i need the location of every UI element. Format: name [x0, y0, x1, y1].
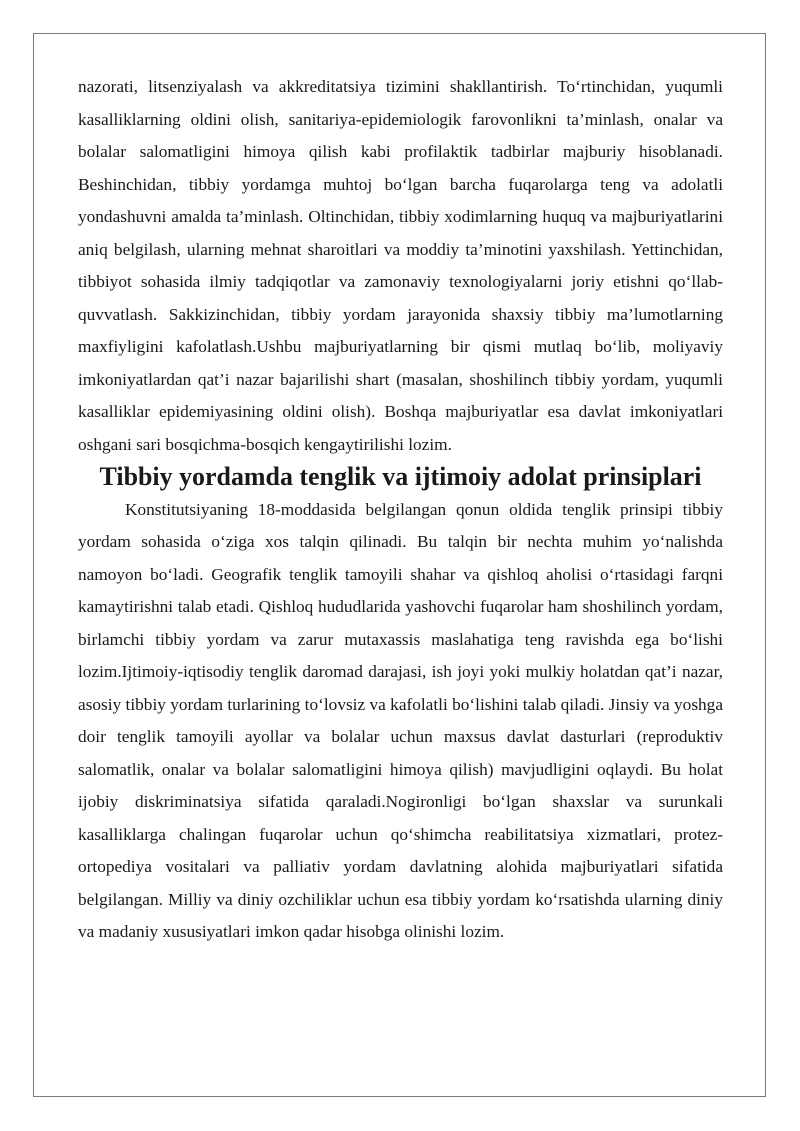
body-paragraph-continued: nazorati, litsenziyalash va akkreditatsiya tizimini shakllantirish. To‘rtinchidan, yuqumli kasalliklarning oldini olish, sanitariya-epidemiologik farovonlikni ta’minlash, onalar va bolalar salomatligini himoya qilish kabi profilaktik tadbirlar majburiy hisoblanadi. Beshinchidan, tibbiy yordamga muhtoj bo‘lgan barcha fuqarolarga teng va adolatli yondashuvni amalda ta’minlash. Oltinchidan, tibbiy xodimlarning huquq va majburiyatlarini aniq belgilash, ularning mehnat sharoitlari va moddiy ta’minotini yaxshilash. Yettinchidan, tibbiyot sohasida ilmiy tadqiqotlar va zamonaviy texnologiyalarni joriy etishni qo‘llab-quvvatlash. Sakkizinchidan, tibbiy yordam jarayonida shaxsiy tibbiy ma’lumotlarning maxfiyligini kafolatlash.Ushbu majburiyatlarning bir qismi mutlaq bo‘lib, moliyaviy imkoniyatlardan qat’i nazar bajarilishi shart (masalan, shoshilinch tibbiy yordam, yuqumli kasalliklar epidemiyasining oldini olish). Boshqa majburiyatlar esa davlat imkoniyatlari oshgani sari bosqichma-bosqich kengaytirilishi lozim. [78, 77, 723, 454]
body-paragraph: Konstitutsiyaning 18-moddasida belgilangan qonun oldida tenglik prinsipi tibbiy yordam sohasida o‘ziga xos talqin qilinadi. Bu talqin bir nechta muhim yo‘nalishda namoyon bo‘ladi. Geografik tenglik tamoyili shahar va qishloq aholisi o‘rtasidagi farqni kamaytirishni talab etadi. Qishloq hududlarida yashovchi fuqarolar ham shoshilinch yordam, birlamchi tibbiy yordam va zarur mutaxassis maslahatiga teng ravishda ega bo‘lishi lozim.Ijtimoiy-iqtisodiy tenglik daromad darajasi, ish joyi yoki mulkiy holatdan qat’i nazar, asosiy tibbiy yordam turlarining to‘lovsiz va kafolatli bo‘lishini talab qiladi. Jinsiy va yoshga doir tenglik tamoyili ayollar va bolalar uchun maxsus davlat dasturlari (reproduktiv salomatlik, onalar va bolalar salomatligini himoya qilish) mavjudligini oqlaydi. Bu holat ijobiy diskriminatsiya sifatida qaraladi.Nogironligi bo‘lgan shaxslar va surunkali kasalliklarga chalingan fuqarolar uchun qo‘shimcha reabilitatsiya xizmatlari, protez-ortopediya vositalari va palliativ yordam davlatning alohida majburiyatlari sifatida belgilangan. Milliy va diniy ozchiliklar uchun esa tibbiy yordam ko‘rsatishda ularning diniy va madaniy xususiyatlari imkon qadar hisobga olinishi lozim. [78, 499, 723, 941]
section-heading: Tibbiy yordamda tenglik va ijtimoiy adolat prinsiplari [99, 462, 702, 491]
document-body [78, 71, 723, 949]
